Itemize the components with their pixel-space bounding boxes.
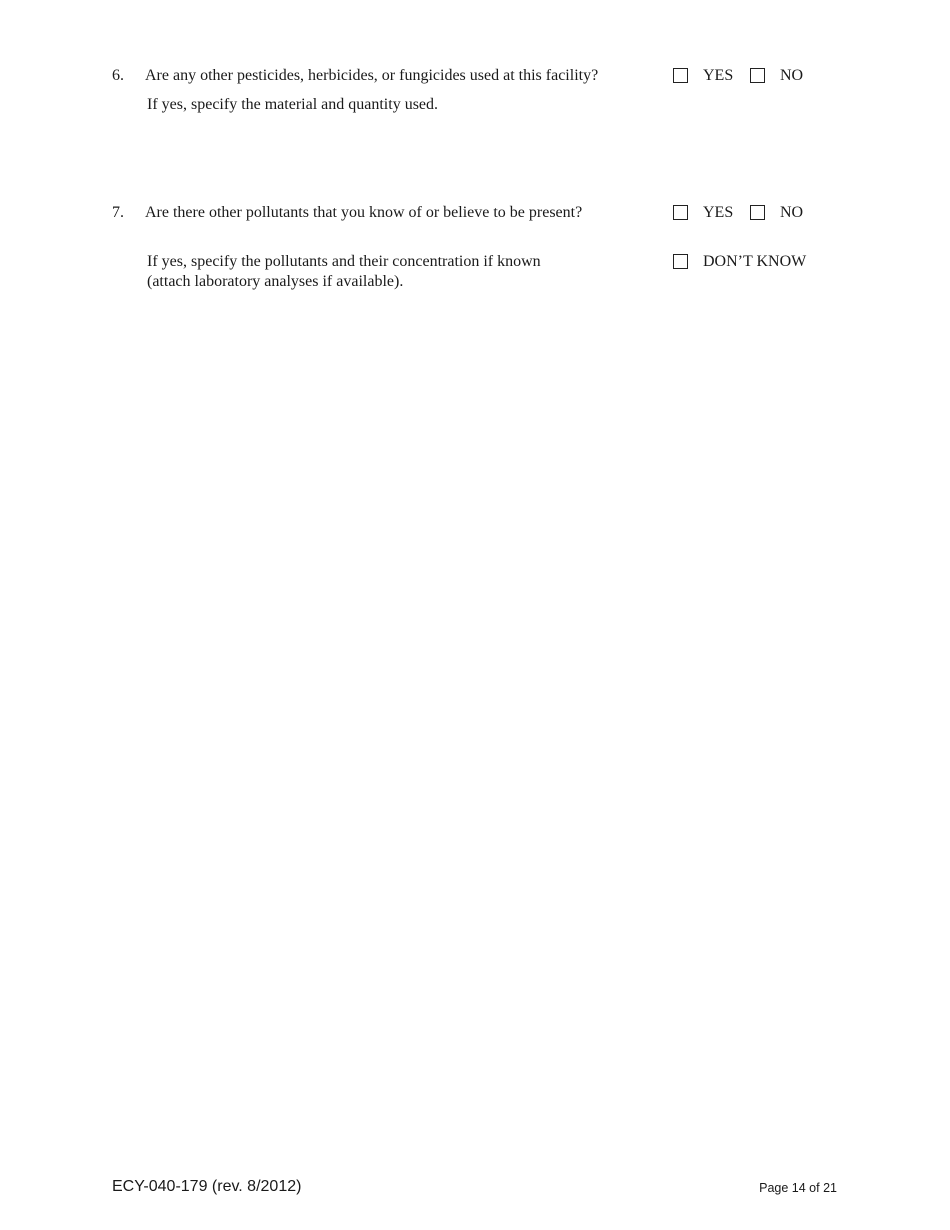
question-number: 6. (112, 67, 124, 84)
form-id: ECY-040-179 (rev. 8/2012) (112, 1178, 302, 1195)
question-number: 7. (112, 204, 124, 221)
question-text: Are any other pesticides, herbicides, or fungicides used at this facility? (145, 67, 599, 84)
q6-no-checkbox[interactable] (750, 68, 765, 83)
q6-no-label: NO (780, 67, 804, 84)
q7-dont-know-label: DON’T KNOW (703, 253, 807, 270)
question-followup: If yes, specify the material and quantity used. (147, 96, 439, 113)
q7-no-label: NO (780, 204, 804, 221)
question-followup-line2: (attach laboratory analyses if available). (147, 273, 404, 290)
question-followup-line1: If yes, specify the pollutants and their concentration if known (147, 253, 541, 270)
q6-yes-label: YES (703, 67, 734, 84)
question-text: Are there other pollutants that you know of or believe to be present? (145, 204, 583, 221)
q7-no-checkbox[interactable] (750, 205, 765, 220)
q7-yes-label: YES (703, 204, 734, 221)
q7-yes-checkbox[interactable] (673, 205, 688, 220)
q7-dont-know-checkbox[interactable] (673, 254, 688, 269)
page-number: Page 14 of 21 (759, 1181, 837, 1195)
q6-yes-checkbox[interactable] (673, 68, 688, 83)
